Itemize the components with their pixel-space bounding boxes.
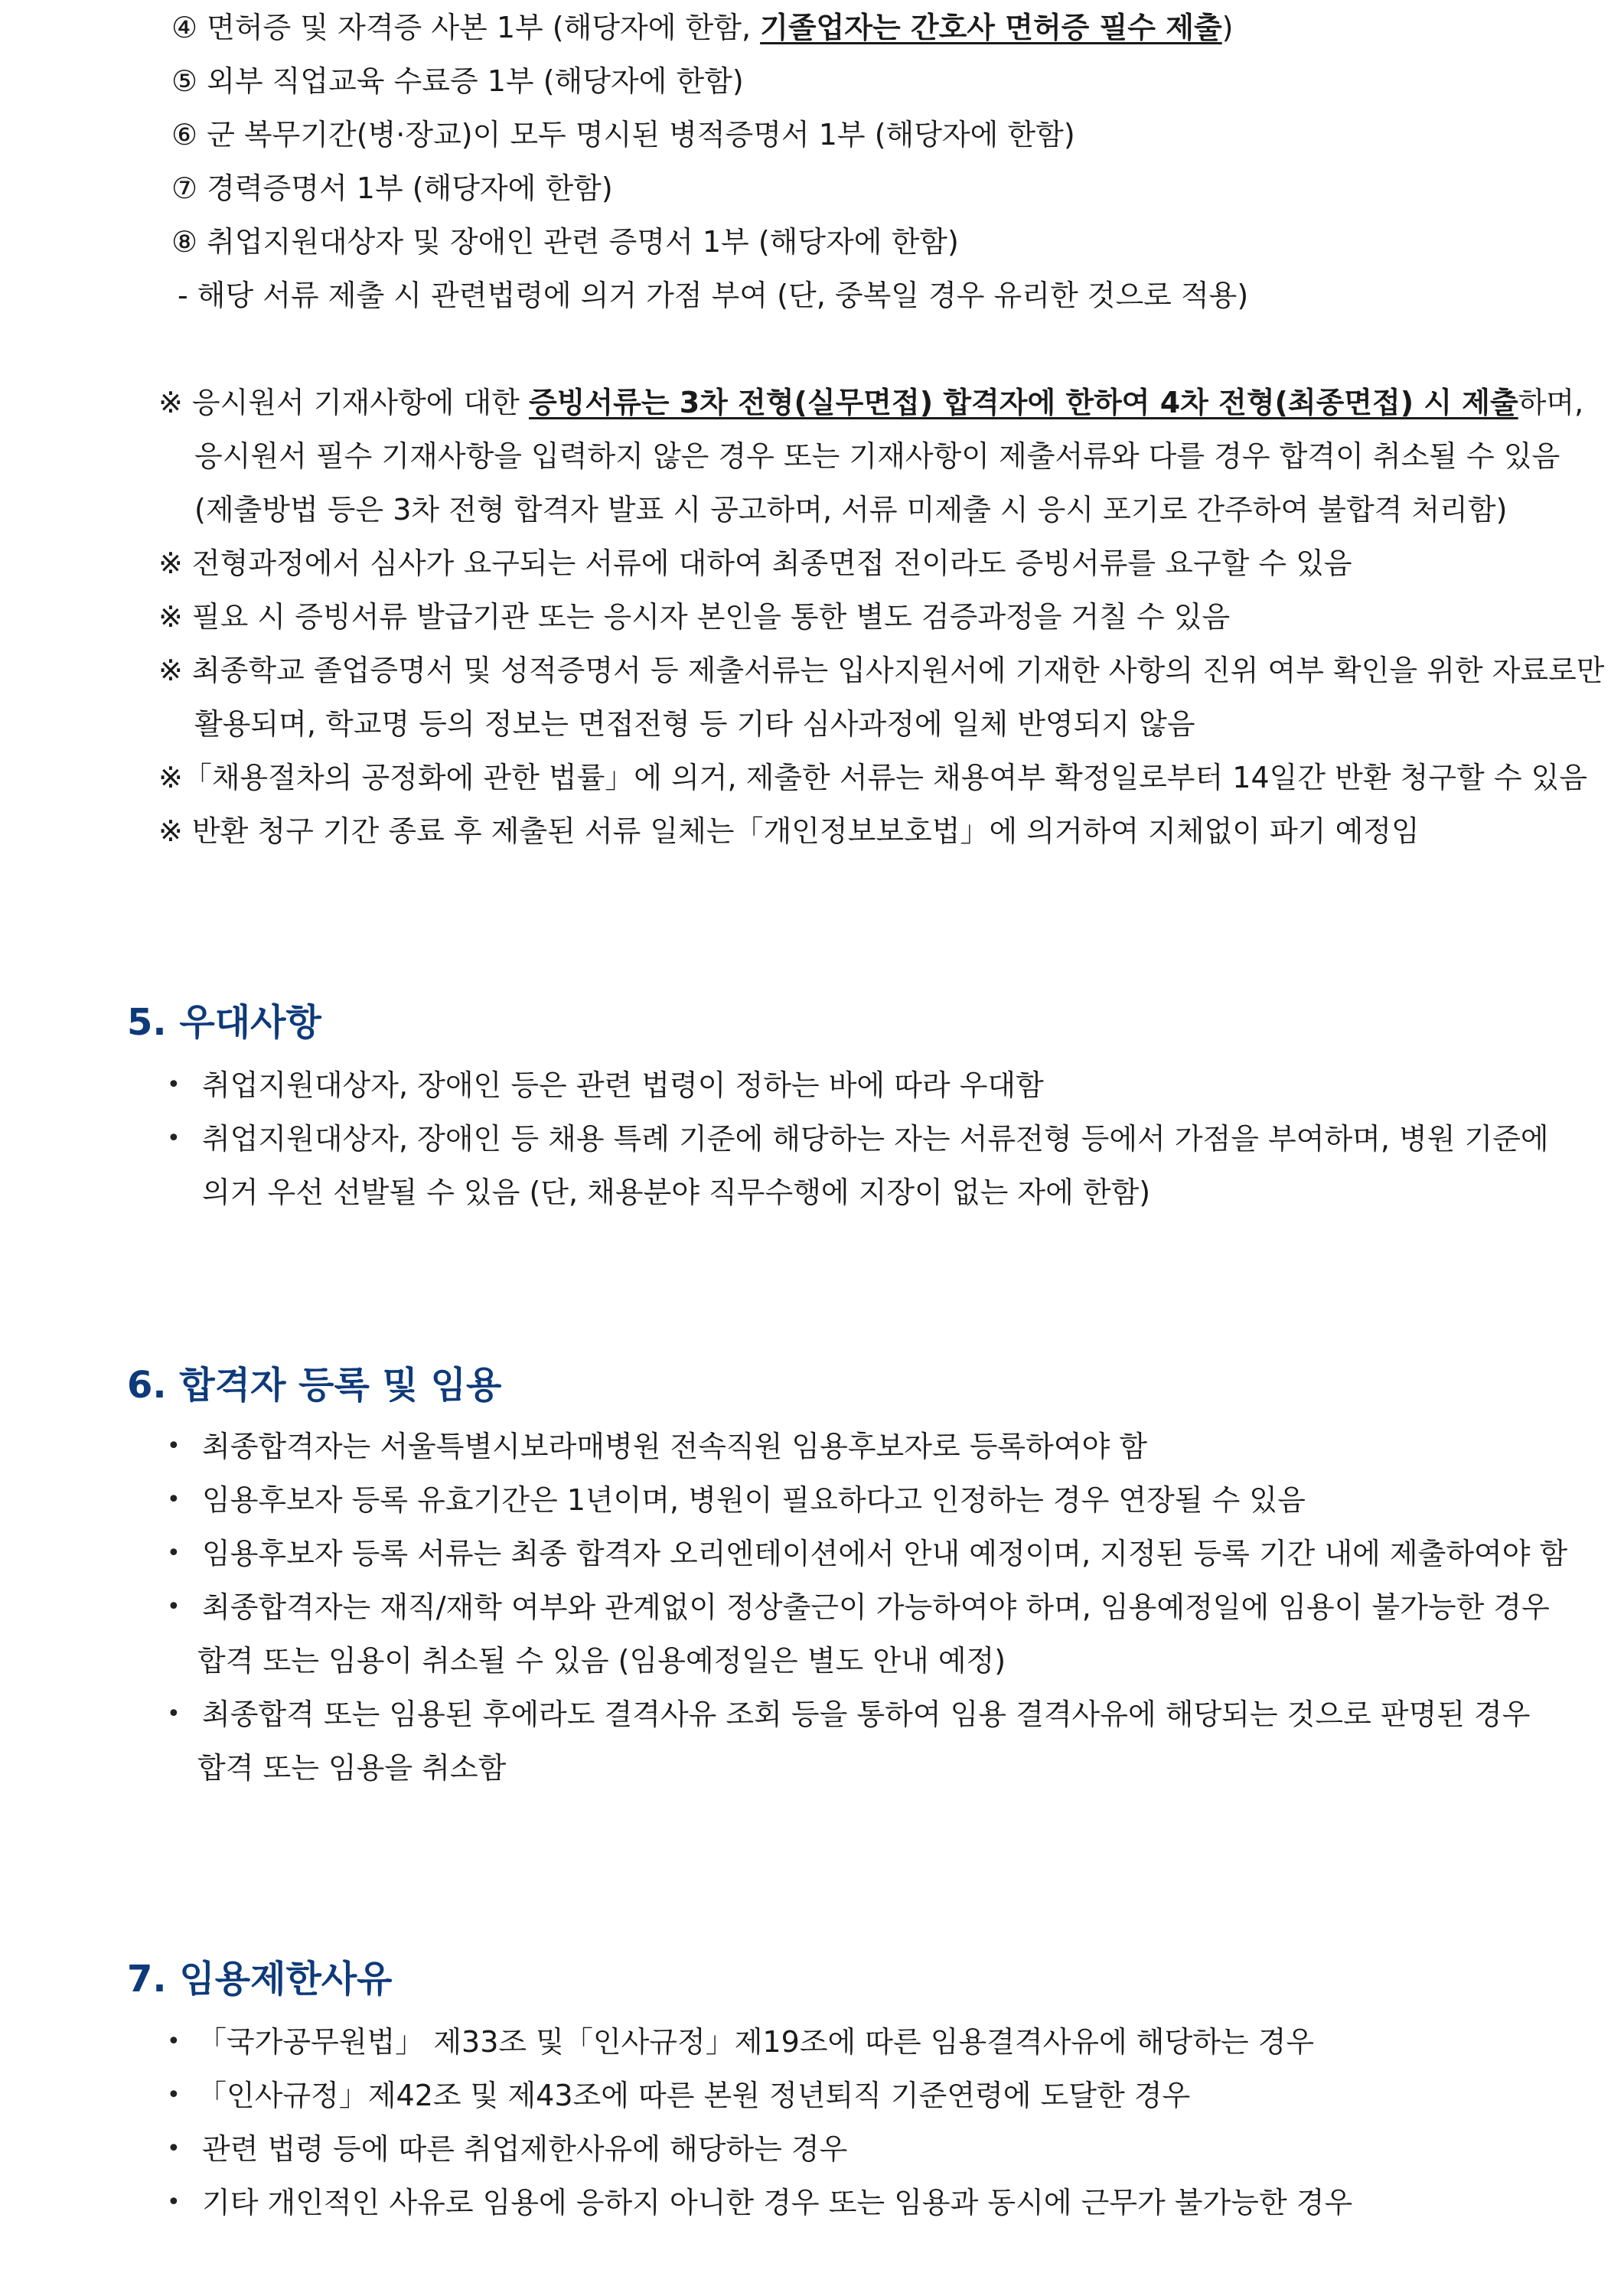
- section6-item-3: 임용후보자 등록 서류는 최종 합격자 오리엔테이션에서 안내 예정이며, 지정된 등록 기간 내에 제출하여야 함: [202, 1537, 1568, 1570]
- section6-item-5-cont: 합격 또는 임용을 취소함: [197, 1751, 507, 1785]
- bullet-glyph: •: [167, 1486, 181, 1513]
- section6-item-4-cont: 합격 또는 임용이 취소될 수 있음 (임용예정일은 별도 안내 예정): [197, 1644, 1006, 1678]
- doc-item-training: [171, 63, 744, 99]
- line-text: ): [1221, 11, 1234, 44]
- line-text: ⑦ 경력증명서 1부 (해당자에 한함): [171, 171, 613, 205]
- doc-item-military: [171, 116, 1075, 153]
- note-return: [158, 759, 1587, 796]
- line-text: ※ 최종학교 졸업증명서 및 성적증명서 등 제출서류는 입사지원서에 기재한 사항의 진위 여부 확인을 위한 자료로만: [158, 654, 1605, 687]
- line-text: ※ 응시원서 기재사항에 대한: [158, 386, 529, 419]
- bullet-glyph: •: [167, 1701, 181, 1727]
- emphasis-text: 증빙서류는 3차 전형(실무면접) 합격자에 한하여 4차 전형(최종면접) 시 제출: [528, 386, 1518, 419]
- emphasis-text: 기졸업자는 간호사 면허증 필수 제출: [760, 11, 1222, 44]
- line-text: ⑥ 군 복무기간(병·장교)이 모두 명시된 병적증명서 1부 (해당자에 한함): [171, 118, 1075, 152]
- section7-item-1: 「국가공무원법」 제33조 및「인사규정」제19조에 따른 임용결격사유에 해당하는 경우: [197, 2025, 1315, 2059]
- line-text: ⑧ 취업지원대상자 및 장애인 관련 증명서 1부 (해당자에 한함): [171, 225, 959, 259]
- line-text: 활용되며, 학교명 등의 정보는 면접전형 등 기타 심사과정에 일체 반영되지 않음: [194, 707, 1195, 741]
- bullet-glyph: •: [167, 1540, 181, 1567]
- section5-item-2: 취업지원대상자, 장애인 등 채용 특례 기준에 해당하는 자는 서류전형 등에서 가점을 부여하며, 병원 기준에: [202, 1122, 1549, 1156]
- doc-item-career: [171, 170, 613, 207]
- line-text: ④ 면허증 및 자격증 사본 1부 (해당자에 한함,: [171, 11, 761, 44]
- doc-item-license: [171, 9, 1234, 46]
- line-text: ※ 반환 청구 기간 종료 후 제출된 서류 일체는「개인정보보호법」에 의거하여 지체없이 파기 예정임: [158, 814, 1420, 848]
- line-text: ※「채용절차의 공정화에 관한 법률」에 의거, 제출한 서류는 채용여부 확정일로부터 14일간 반환 청구할 수 있음: [158, 761, 1588, 794]
- line-text: 하며,: [1518, 386, 1584, 419]
- bullet-glyph: •: [167, 1433, 181, 1459]
- line-text: ※ 전형과정에서 심사가 요구되는 서류에 대하여 최종면접 전이라도 증빙서류를 요구할 수 있음: [158, 546, 1352, 580]
- doc-subnote-bonus: [178, 277, 1248, 314]
- note-verification: [158, 598, 1230, 635]
- line-text: ⑤ 외부 직업교육 수료증 1부 (해당자에 한함): [171, 64, 744, 98]
- bullet-glyph: •: [167, 1593, 181, 1620]
- note-review: [158, 545, 1352, 582]
- section5-title: 5. 우대사항: [127, 1001, 321, 1044]
- section6-item-1: 최종합격자는 서울특별시보라매병원 전속직원 임용후보자로 등록하여야 함: [202, 1430, 1148, 1463]
- doc-item-disability: [171, 223, 959, 260]
- section6-title: 6. 합격자 등록 및 임용: [127, 1364, 502, 1407]
- bullet-glyph: •: [167, 2189, 181, 2216]
- section7-item-4: 기타 개인적인 사유로 임용에 응하지 아니한 경우 또는 임용과 동시에 근무가 불가능한 경우: [202, 2186, 1353, 2219]
- line-text: 응시원서 필수 기재사항을 입력하지 않은 경우 또는 기재사항이 제출서류와 다를 경우 합격이 취소될 수 있음: [194, 439, 1560, 473]
- bullet-glyph: •: [167, 1125, 181, 1152]
- section7-title: 7. 임용제한사유: [127, 1958, 393, 2001]
- note-evidence-cont2: [194, 491, 1507, 528]
- bullet-glyph: •: [167, 2135, 181, 2162]
- note-evidence-cont1: [194, 438, 1560, 475]
- section6-item-4: 최종합격자는 재직/재학 여부와 관계없이 정상출근이 가능하여야 하며, 임용예정일에 임용이 불가능한 경우: [202, 1590, 1550, 1624]
- section7-item-3: 관련 법령 등에 따른 취업제한사유에 해당하는 경우: [202, 2132, 848, 2166]
- line-text: ※ 필요 시 증빙서류 발급기관 또는 응시자 본인을 통한 별도 검증과정을 거칠 수 있음: [158, 600, 1231, 634]
- note-disposal: [158, 813, 1420, 850]
- section5-item-1: 취업지원대상자, 장애인 등은 관련 법령이 정하는 바에 따라 우대함: [202, 1068, 1044, 1102]
- note-transcript-cont: [194, 706, 1195, 742]
- bullet-glyph: •: [167, 1071, 181, 1098]
- section6-item-5: 최종합격 또는 임용된 후에라도 결격사유 조회 등을 통하여 임용 결격사유에 해당되는 것으로 판명된 경우: [202, 1698, 1531, 1731]
- bullet-glyph: •: [167, 2082, 181, 2108]
- note-evidence: [158, 384, 1583, 421]
- line-text: (제출방법 등은 3차 전형 합격자 발표 시 공고하며, 서류 미제출 시 응시 포기로 간주하여 불합격 처리함): [194, 493, 1508, 527]
- section6-item-2: 임용후보자 등록 유효기간은 1년이며, 병원이 필요하다고 인정하는 경우 연장될 수 있음: [202, 1483, 1306, 1517]
- line-text: - 해당 서류 제출 시 관련법령에 의거 가점 부여 (단, 중복일 경우 유리한 것으로 적용): [178, 279, 1249, 312]
- note-transcript: [158, 652, 1605, 689]
- bullet-glyph: •: [167, 2028, 181, 2055]
- section7-item-2: 「인사규정」제42조 및 제43조에 따른 본원 정년퇴직 기준연령에 도달한 경우: [197, 2079, 1191, 2112]
- section5-item-2-cont: 의거 우선 선발될 수 있음 (단, 채용분야 직무수행에 지장이 없는 자에 한함): [202, 1176, 1151, 1209]
